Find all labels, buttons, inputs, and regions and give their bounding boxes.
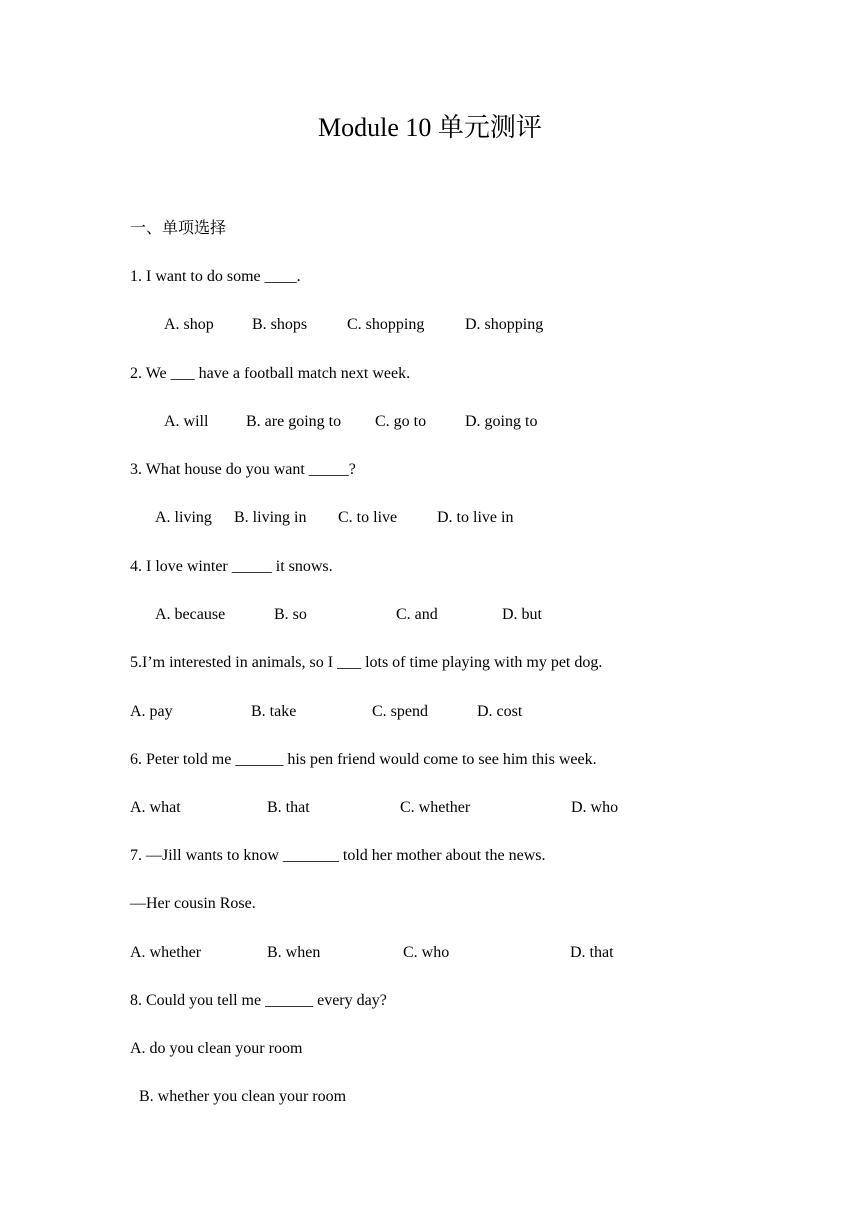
- question-7-option-a: A. whether: [130, 944, 202, 961]
- question-7-option-c: C. who: [403, 944, 450, 961]
- question-3-option-b: B. living in: [234, 509, 307, 526]
- question-4-option-c: C. and: [396, 606, 438, 623]
- question-7-stem: 7. —Jill wants to know _______ told her mother about the news.: [130, 847, 546, 864]
- question-6-stem: 6. Peter told me ______ his pen friend would come to see him this week.: [130, 751, 597, 768]
- question-1-option-d: D. shopping: [465, 316, 544, 333]
- question-1-stem: 1. I want to do some ____.: [130, 268, 301, 285]
- question-2-stem: 2. We ___ have a football match next week.: [130, 365, 411, 382]
- question-5-option-a: A. pay: [130, 703, 173, 720]
- question-7-reply: —Her cousin Rose.: [130, 895, 256, 912]
- question-1-option-c: C. shopping: [347, 316, 425, 333]
- question-6-option-a: A. what: [130, 799, 181, 816]
- question-6-option-d: D. who: [571, 799, 619, 816]
- question-2-option-a: A. will: [164, 413, 209, 430]
- question-8-stem: 8. Could you tell me ______ every day?: [130, 992, 387, 1009]
- question-3-option-c: C. to live: [338, 509, 398, 526]
- question-5-option-d: D. cost: [477, 703, 523, 720]
- question-3-option-d: D. to live in: [437, 509, 514, 526]
- question-7-option-b: B. when: [267, 944, 321, 961]
- question-4-option-d: D. but: [502, 606, 542, 623]
- section-heading: 一、单项选择: [130, 220, 227, 237]
- question-5-stem: 5.I’m interested in animals, so I ___ lots of time playing with my pet dog.: [130, 654, 603, 671]
- question-8-option-b: B. whether you clean your room: [139, 1088, 347, 1105]
- question-8-option-a: A. do you clean your room: [130, 1040, 303, 1057]
- question-2-option-b: B. are going to: [246, 413, 342, 430]
- question-3-option-a: A. living: [155, 509, 212, 526]
- question-5-option-c: C. spend: [372, 703, 428, 720]
- question-3-stem: 3. What house do you want _____?: [130, 461, 356, 478]
- question-6-option-b: B. that: [267, 799, 310, 816]
- question-1-option-a: A. shop: [164, 316, 214, 333]
- question-2-option-c: C. go to: [375, 413, 427, 430]
- question-4-stem: 4. I love winter _____ it snows.: [130, 558, 333, 575]
- question-4-option-b: B. so: [274, 606, 307, 623]
- question-1-option-b: B. shops: [252, 316, 308, 333]
- question-2-option-d: D. going to: [465, 413, 538, 430]
- page-title: Module 10 单元测评: [318, 113, 542, 142]
- question-7-option-d: D. that: [570, 944, 614, 961]
- question-4-option-a: A. because: [155, 606, 226, 623]
- question-6-option-c: C. whether: [400, 799, 471, 816]
- question-5-option-b: B. take: [251, 703, 297, 720]
